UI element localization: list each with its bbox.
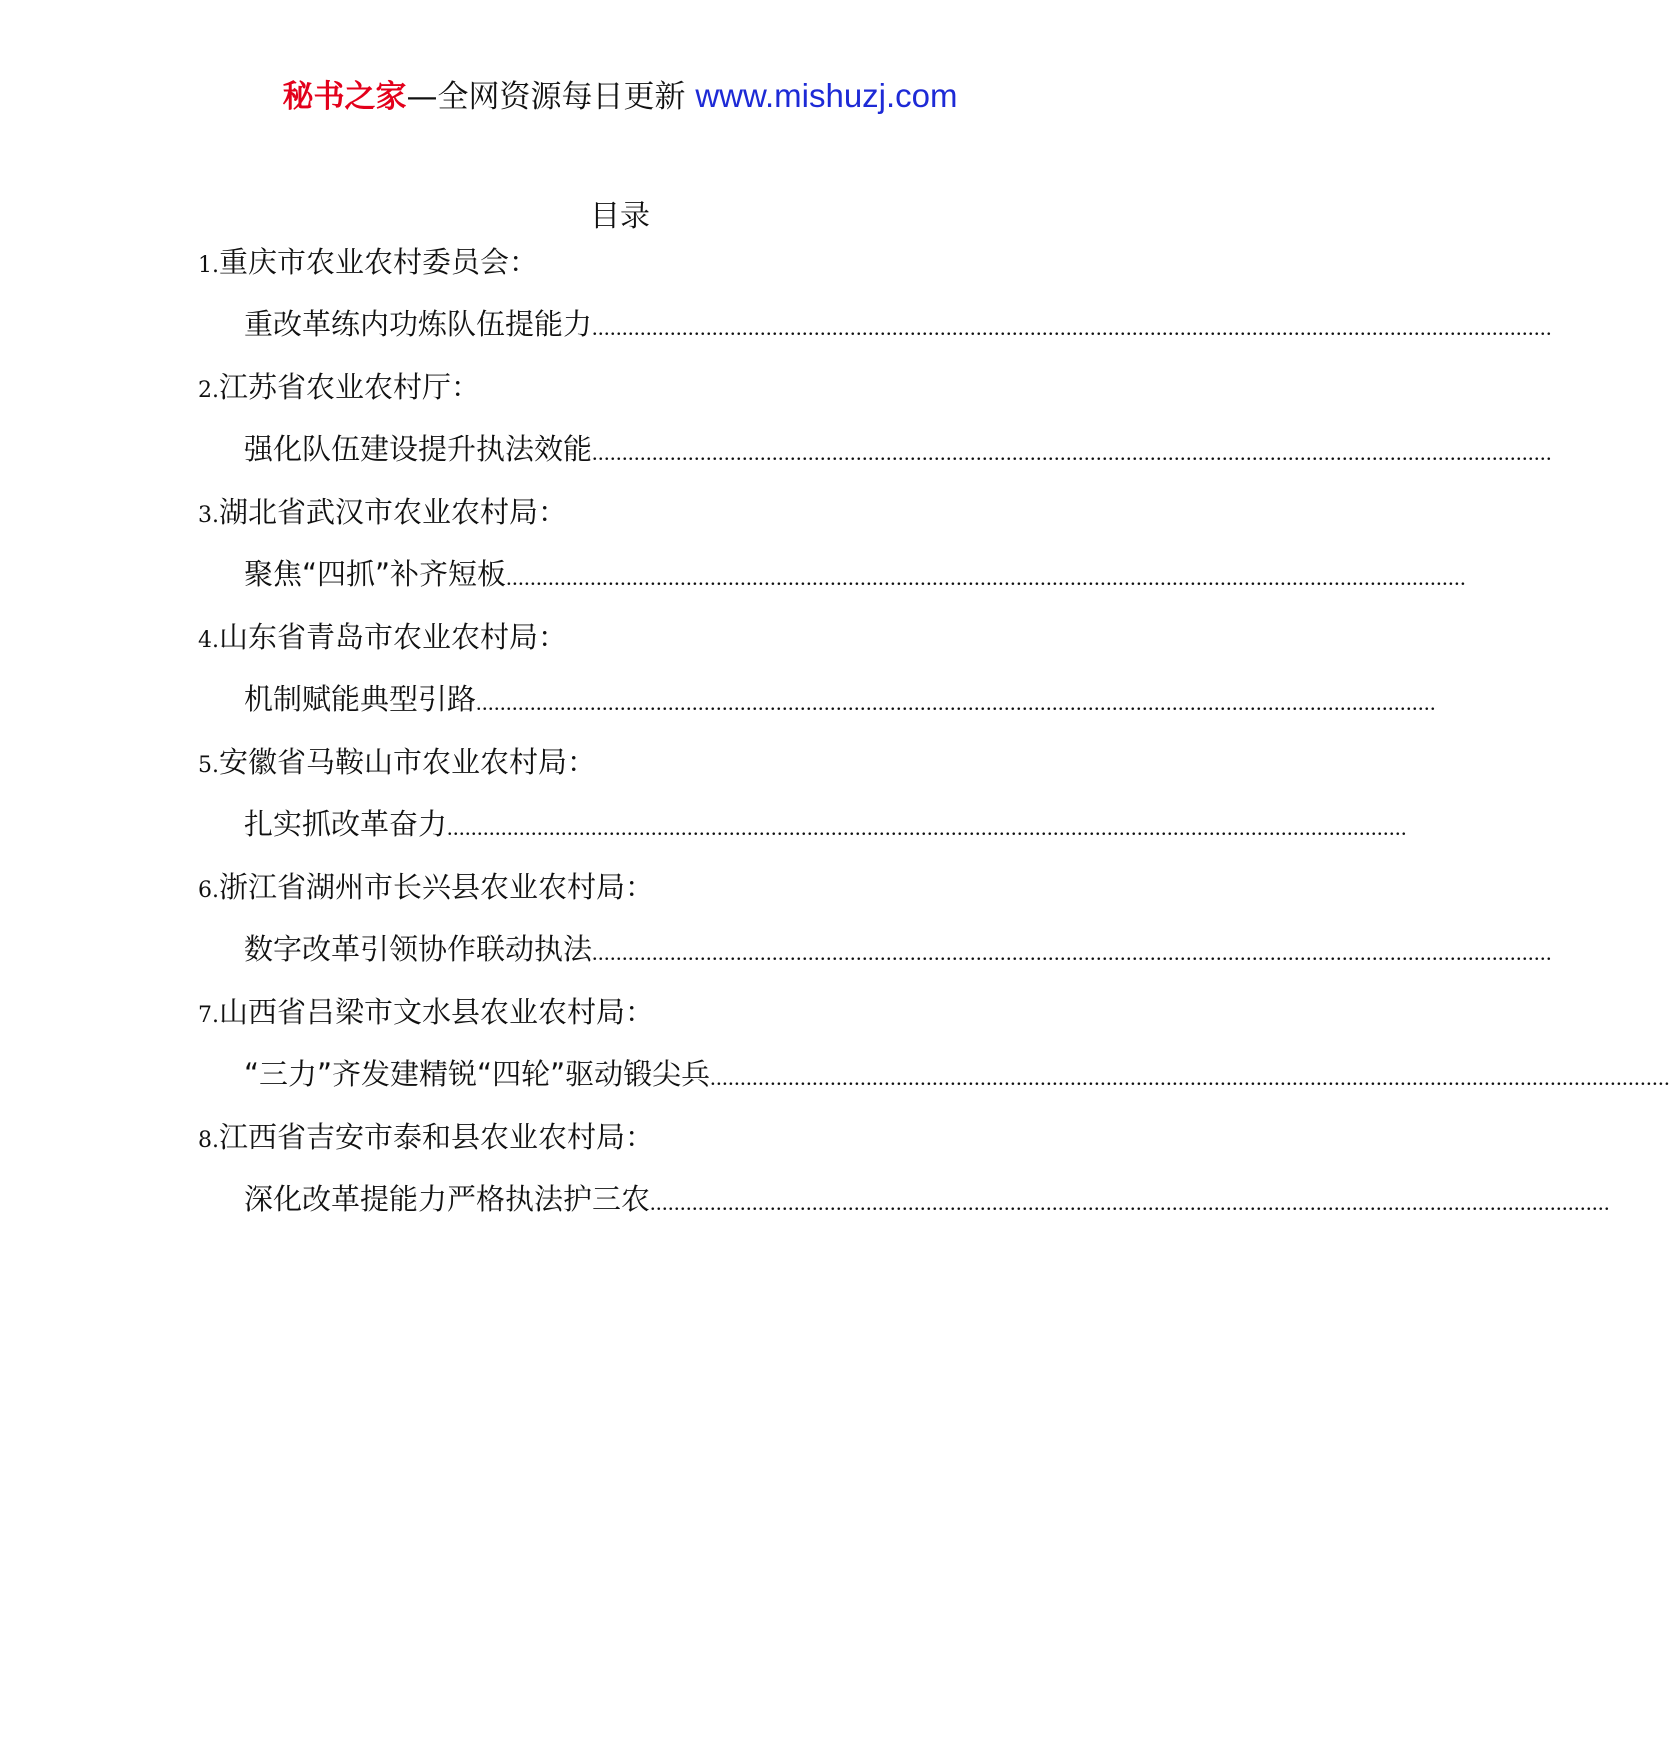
toc-entry-number: 3.: [198, 503, 219, 528]
toc-entry-organization: 浙江省湖州市长兴县农业农村局：: [219, 870, 655, 904]
toc-entry-heading: [198, 740, 596, 785]
toc-entry-organization: 安徽省马鞍山市农业农村局：: [219, 745, 597, 779]
toc-entry-organization: 江苏省农业农村厅：: [219, 370, 481, 404]
toc-dot-leader: ................................................................................................................................................................: [710, 1065, 1670, 1090]
toc-dot-leader: ................................................................................................................................................................: [476, 690, 1437, 715]
toc-entry-link[interactable]: [244, 302, 1553, 347]
toc-dot-leader: ................................................................................................................................................................: [506, 565, 1467, 590]
toc-entry: [198, 1115, 1611, 1240]
toc-dot-leader: ................................................................................................................................................................: [592, 440, 1553, 465]
table-of-contents: [198, 240, 1670, 1240]
toc-entry-heading: [198, 490, 567, 535]
brand-name: 秘书之家: [282, 79, 407, 115]
toc-entry: [198, 990, 1670, 1115]
toc-entry-organization: 山东省青岛市农业农村局：: [219, 620, 568, 654]
toc-entry-heading: [198, 990, 654, 1035]
toc-entry-link[interactable]: [244, 802, 1408, 847]
toc-entry-number: 1.: [198, 253, 219, 278]
toc-entry-topic: 数字改革引领协作联动执法: [244, 932, 593, 966]
toc-entry-organization: 重庆市农业农村委员会：: [219, 245, 539, 279]
toc-dot-leader: ................................................................................................................................................................: [650, 1190, 1611, 1215]
toc-entry-link[interactable]: [244, 927, 1553, 972]
toc-entry-topic: 强化队伍建设提升执法效能: [244, 432, 593, 466]
header-tagline: —全网资源每日更新: [406, 79, 686, 115]
toc-entry: [198, 740, 1408, 865]
toc-entry-heading: [198, 240, 538, 285]
toc-entry-topic: 重改革练内功炼队伍提能力: [244, 307, 593, 341]
toc-entry-link[interactable]: [244, 552, 1467, 597]
toc-entry-number: 8.: [198, 1128, 219, 1153]
site-url-link[interactable]: www.mishuzj.com: [695, 77, 958, 114]
toc-entry-heading: [198, 1115, 654, 1160]
toc-dot-leader: ................................................................................................................................................................: [592, 940, 1553, 965]
toc-entry-number: 5.: [198, 753, 219, 778]
toc-entry-heading: [198, 865, 654, 910]
toc-entry: [198, 365, 1553, 490]
toc-title: 目录: [590, 199, 650, 234]
toc-dot-leader: ................................................................................................................................................................: [592, 315, 1553, 340]
toc-entry-heading: [198, 365, 480, 410]
toc-entry-topic: 扎实抓改革奋力: [244, 807, 448, 841]
toc-entry-topic: 机制赋能典型引路: [244, 682, 477, 716]
site-header: [0, 76, 1240, 117]
toc-dot-leader: ................................................................................................................................................................: [447, 815, 1408, 840]
toc-entry-link[interactable]: [244, 427, 1553, 472]
toc-entry-number: 7.: [198, 1003, 219, 1028]
toc-entry-topic: 聚焦“四抓”补齐短板: [244, 557, 507, 591]
toc-entry: [198, 490, 1467, 615]
toc-entry-number: 2.: [198, 378, 219, 403]
toc-entry-topic: “三力”齐发建精锐“四轮”驱动锻尖兵: [244, 1057, 711, 1091]
toc-entry-number: 4.: [198, 628, 219, 653]
toc-entry: [198, 865, 1553, 990]
toc-entry-link[interactable]: [244, 1052, 1670, 1097]
toc-entry: [198, 615, 1437, 740]
toc-entry: [198, 240, 1553, 365]
toc-entry-link[interactable]: [244, 1177, 1611, 1222]
toc-entry-organization: 江西省吉安市泰和县农业农村局：: [219, 1120, 655, 1154]
toc-entry-number: 6.: [198, 878, 219, 903]
toc-entry-heading: [198, 615, 567, 660]
toc-entry-organization: 山西省吕梁市文水县农业农村局：: [219, 995, 655, 1029]
toc-entry-topic: 深化改革提能力严格执法护三农: [244, 1182, 651, 1216]
toc-entry-organization: 湖北省武汉市农业农村局：: [219, 495, 568, 529]
toc-entry-link[interactable]: [244, 677, 1437, 722]
